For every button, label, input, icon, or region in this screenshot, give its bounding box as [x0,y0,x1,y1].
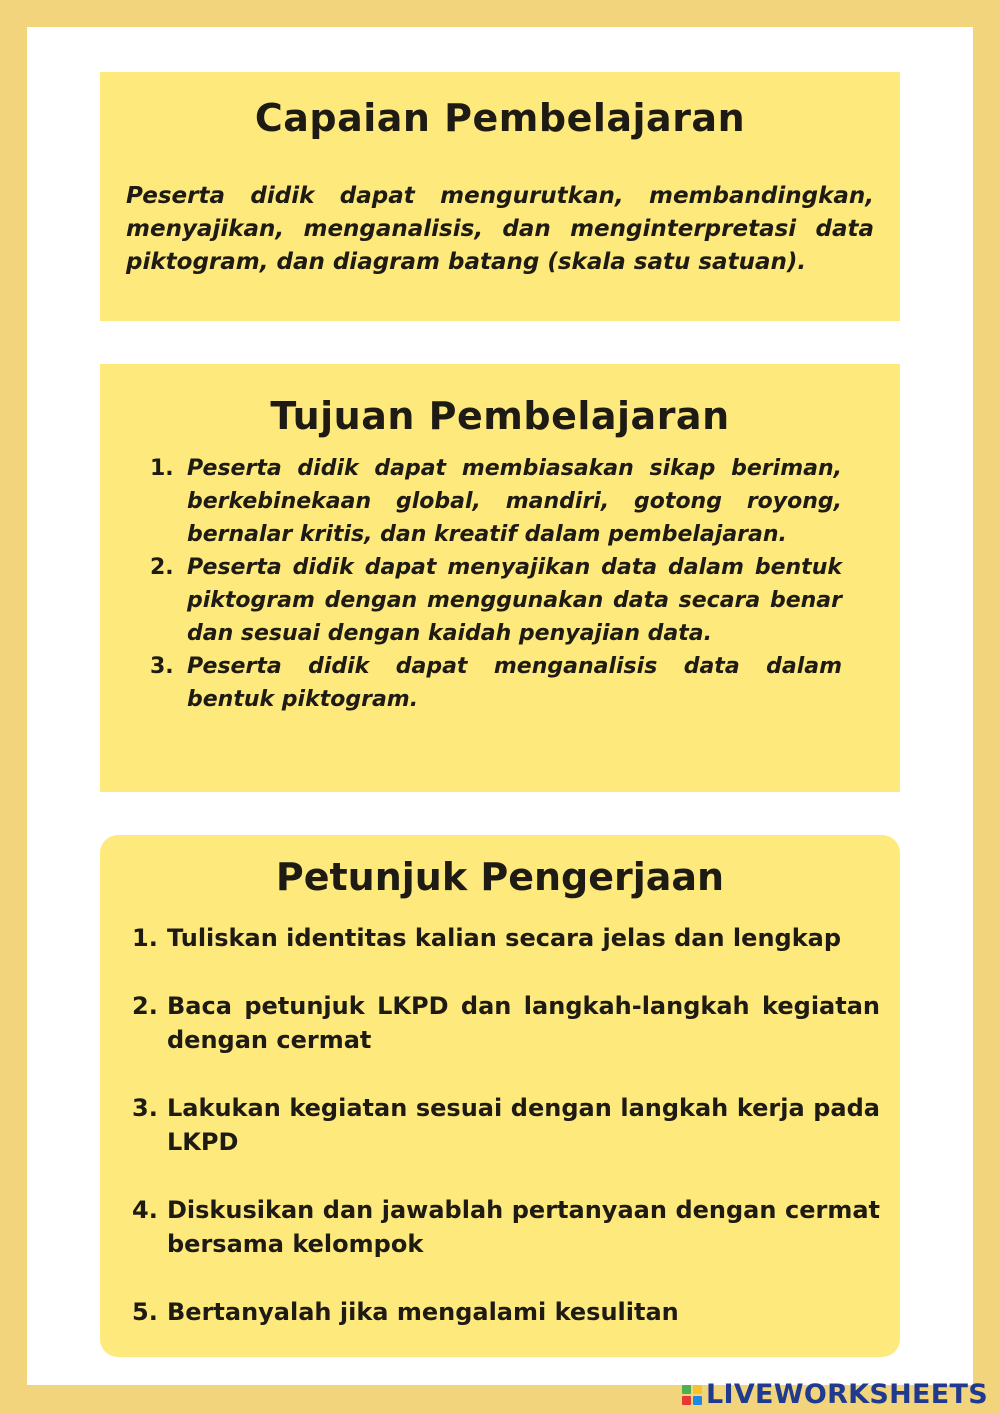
liveworksheets-logo-icon [682,1385,702,1405]
tujuan-title: Tujuan Pembelajaran [270,394,730,438]
petunjuk-item-text: Lakukan kegiatan sesuai dengan langkah kerja pada LKPD [167,1094,880,1156]
capaian-title: Capaian Pembelajaran [254,96,746,140]
petunjuk-item [132,1295,880,1329]
petunjuk-item-number: 1. [132,924,158,952]
petunjuk-item [132,1193,880,1261]
petunjuk-item-number: 3. [132,1094,158,1122]
tujuan-item-number: 3. [150,654,174,679]
tujuan-item [150,650,842,716]
logo-square-red [682,1396,691,1405]
capaian-text: Peserta didik dapat mengurutkan, membandingkan, menyajikan, menganalisis, dan menginterpretasi data piktogram, dan diagram batang (skala satu satuan). [126,183,874,275]
tujuan-item-number: 2. [150,555,174,580]
logo-square-green [682,1385,691,1394]
petunjuk-item-text: Bertanyalah jika mengalami kesulitan [167,1298,679,1326]
tujuan-item-text: Peserta didik dapat menyajikan data dalam bentuk piktogram dengan menggunakan data secara benar dan sesuai dengan kaidah penyajian data. [187,555,842,646]
capaian-pembelajaran-panel [100,72,900,321]
tujuan-item-number: 1. [150,456,174,481]
tujuan-pembelajaran-panel [100,364,900,792]
petunjuk-pengerjaan-panel [100,835,900,1357]
petunjuk-item-number: 4. [132,1196,158,1224]
petunjuk-item-number: 5. [132,1298,158,1326]
liveworksheets-watermark[interactable] [682,1379,988,1410]
tujuan-item-text: Peserta didik dapat menganalisis data dalam bentuk piktogram. [187,654,842,712]
tujuan-item [150,551,842,650]
tujuan-item-text: Peserta didik dapat membiasakan sikap beriman, berkebinekaan global, mandiri, gotong royong, bernalar kritis, dan kreatif dalam pembelajaran. [187,456,842,547]
petunjuk-item [132,921,880,955]
tujuan-list [150,452,842,716]
watermark-text: LIVEWORKSHEETS [705,1379,988,1410]
petunjuk-item-text: Baca petunjuk LKPD dan langkah-langkah kegiatan dengan cermat [167,992,880,1054]
petunjuk-item-text: Diskusikan dan jawablah pertanyaan dengan cermat bersama kelompok [167,1196,880,1258]
logo-square-yellow [693,1385,702,1394]
petunjuk-item-text: Tuliskan identitas kalian secara jelas dan lengkap [167,924,842,952]
petunjuk-item-number: 2. [132,992,158,1020]
logo-square-blue [693,1396,702,1405]
petunjuk-item [132,1091,880,1159]
petunjuk-item [132,989,880,1057]
petunjuk-title: Petunjuk Pengerjaan [275,855,725,899]
petunjuk-list [132,921,880,1329]
tujuan-item [150,452,842,551]
